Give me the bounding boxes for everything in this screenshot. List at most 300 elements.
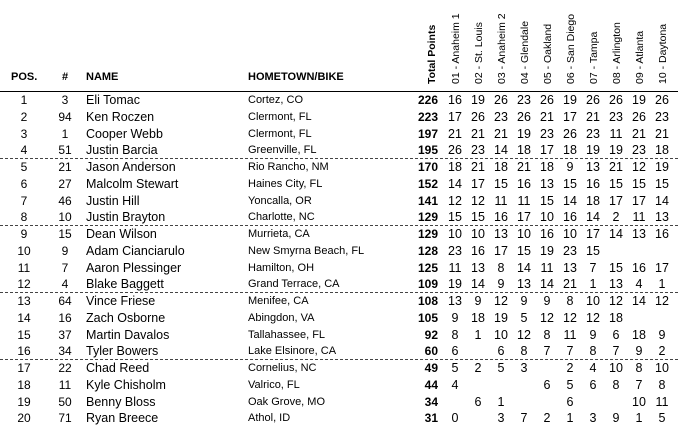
round-score: 11	[540, 260, 554, 275]
rider-name: Adam Cianciarulo	[86, 243, 185, 258]
round-score: 9	[566, 160, 574, 174]
rider-number: 10	[58, 210, 72, 225]
rider-number: 9	[61, 243, 69, 258]
rider-hometown: Charlotte, NC	[248, 211, 315, 224]
rider-number: 16	[58, 310, 72, 325]
round-score: 5	[451, 361, 459, 375]
round-score: 9	[589, 327, 597, 342]
round-score: 18	[632, 327, 646, 342]
round-score: 7	[520, 411, 528, 426]
round-score: 7	[543, 344, 551, 359]
rider-position: 16	[17, 344, 31, 359]
round-score: 0	[451, 411, 459, 426]
round-score: 11	[517, 193, 531, 208]
name-header: NAME	[86, 71, 119, 83]
round-score: 9	[451, 310, 459, 325]
round-score: 18	[655, 143, 669, 158]
total-points: 109	[417, 277, 438, 292]
round-score: 14	[494, 143, 508, 158]
rider-position: 3	[20, 126, 28, 141]
round-score: 11	[655, 394, 669, 409]
rider-number: 21	[58, 160, 72, 174]
rider-hometown: Oak Grove, MO	[248, 395, 326, 408]
round-score: 12	[609, 294, 623, 308]
round-score: 6	[497, 344, 505, 359]
round-score: 13	[540, 176, 554, 191]
round-score: 10	[655, 361, 669, 375]
round-score: 12	[517, 327, 531, 342]
round-score: 26	[655, 93, 669, 107]
round-score: 18	[586, 193, 600, 208]
round-score: 7	[589, 260, 597, 275]
pos-header: POS.	[11, 71, 38, 83]
round-score: 13	[563, 260, 577, 275]
round-score: 10	[494, 327, 508, 342]
round-score: 19	[471, 93, 485, 107]
rider-position: 19	[17, 394, 31, 409]
round-score: 11	[448, 260, 462, 275]
rider-name: Martin Davalos	[86, 327, 170, 342]
rider-hometown: Tallahassee, FL	[248, 328, 326, 341]
round-score: 19	[609, 143, 623, 158]
round-score: 16	[632, 260, 646, 275]
rider-name: Malcolm Stewart	[86, 176, 179, 191]
rider-position: 17	[17, 361, 31, 375]
rider-name: Justin Brayton	[86, 210, 166, 225]
round-score: 5	[497, 361, 505, 375]
table-row	[0, 159, 678, 176]
rider-hometown: Athol, ID	[248, 412, 291, 425]
round-score: 26	[448, 143, 462, 158]
rider-position: 10	[17, 243, 31, 258]
table-row	[0, 126, 678, 143]
table-row	[0, 193, 678, 210]
rider-name: Justin Hill	[86, 193, 140, 208]
round-header: 08 - Arlington	[611, 22, 623, 84]
rider-number: 51	[58, 143, 72, 158]
round-score: 18	[540, 160, 554, 174]
rider-number: 50	[58, 394, 72, 409]
round-score: 18	[448, 160, 462, 174]
round-score: 12	[448, 193, 462, 208]
table-row	[0, 327, 678, 344]
rider-name: Benny Bloss	[86, 394, 156, 409]
round-score: 1	[566, 411, 574, 426]
round-score: 13	[448, 294, 462, 308]
round-score: 17	[448, 109, 462, 124]
round-score: 17	[563, 109, 577, 124]
round-score: 6	[612, 327, 620, 342]
total-points: 170	[417, 160, 438, 174]
round-score: 13	[655, 210, 669, 225]
round-score: 11	[563, 327, 577, 342]
round-score: 19	[632, 93, 646, 107]
round-score: 8	[635, 361, 643, 375]
round-score: 11	[609, 126, 623, 141]
rider-position: 1	[20, 93, 28, 107]
round-score: 15	[609, 260, 623, 275]
round-score: 17	[586, 227, 600, 241]
round-score: 3	[589, 411, 597, 426]
round-score: 21	[586, 109, 600, 124]
round-header: 04 - Glendale	[519, 20, 531, 84]
rider-hometown: Valrico, FL	[248, 378, 300, 391]
round-score: 19	[540, 243, 554, 258]
table-row	[0, 176, 678, 193]
round-score: 26	[563, 126, 577, 141]
round-score: 12	[494, 294, 508, 308]
rider-name: Ken Roczen	[86, 109, 155, 124]
round-score: 26	[540, 93, 554, 107]
rider-number: 94	[58, 109, 72, 124]
total-points: 108	[417, 294, 438, 308]
round-score: 17	[494, 243, 508, 258]
round-score: 23	[517, 93, 531, 107]
rider-position: 9	[20, 227, 28, 241]
round-score: 13	[586, 160, 600, 174]
round-score: 10	[471, 227, 485, 241]
round-score: 7	[635, 377, 643, 392]
total-points: 226	[417, 93, 438, 107]
round-score: 21	[494, 126, 508, 141]
round-score: 26	[609, 93, 623, 107]
rider-name: Kyle Chisholm	[86, 377, 166, 392]
round-score: 5	[520, 310, 528, 325]
round-score: 10	[563, 227, 577, 241]
round-header: 07 - Tampa	[588, 31, 600, 84]
round-score: 2	[474, 361, 482, 375]
round-score: 23	[494, 109, 508, 124]
table-row	[0, 310, 678, 327]
round-score: 15	[540, 193, 554, 208]
round-score: 3	[520, 361, 528, 375]
round-score: 19	[517, 126, 531, 141]
round-score: 9	[543, 294, 551, 308]
round-score: 9	[658, 327, 666, 342]
round-score: 21	[471, 126, 485, 141]
round-score: 15	[471, 210, 485, 225]
round-header: 02 - St. Louis	[473, 22, 485, 84]
round-score: 13	[632, 227, 646, 241]
rider-position: 5	[20, 160, 28, 174]
round-score: 17	[609, 193, 623, 208]
total-points: 129	[417, 210, 438, 225]
round-score: 12	[586, 310, 600, 325]
round-score: 7	[566, 344, 574, 359]
round-score: 9	[612, 411, 620, 426]
rider-number: 34	[58, 344, 72, 359]
rider-hometown: Cortez, CO	[248, 94, 304, 106]
round-score: 21	[655, 126, 669, 141]
round-score: 23	[540, 126, 554, 141]
round-score: 1	[497, 394, 505, 409]
round-score: 13	[494, 227, 508, 241]
round-score: 9	[497, 277, 505, 292]
table-row	[0, 226, 678, 243]
round-score: 15	[517, 243, 531, 258]
round-score: 4	[451, 377, 459, 392]
rider-position: 4	[20, 143, 28, 158]
round-score: 10	[517, 227, 531, 241]
rider-name: Aaron Plessinger	[86, 260, 182, 275]
round-score: 21	[448, 126, 462, 141]
rider-position: 20	[17, 411, 31, 426]
table-row	[0, 260, 678, 277]
total-points: 44	[424, 377, 438, 392]
round-header: 03 - Anaheim 2	[496, 13, 508, 84]
rider-number: 71	[58, 411, 72, 426]
round-score: 15	[448, 210, 462, 225]
total-points: 152	[417, 176, 438, 191]
total-points: 49	[424, 361, 438, 375]
round-score: 8	[658, 377, 666, 392]
round-score: 1	[589, 277, 597, 292]
table-row	[0, 343, 678, 360]
total-points: 197	[417, 126, 438, 141]
round-score: 26	[494, 93, 508, 107]
hometown-header: HOMETOWN/BIKE	[248, 71, 344, 83]
round-score: 9	[635, 344, 643, 359]
table-row	[0, 394, 678, 411]
round-score: 14	[655, 193, 669, 208]
round-score: 8	[497, 260, 505, 275]
rider-name: Chad Reed	[86, 361, 150, 375]
total-points: 128	[417, 243, 438, 258]
round-score: 1	[474, 327, 482, 342]
round-score: 26	[517, 109, 531, 124]
round-score: 17	[471, 176, 485, 191]
round-score: 21	[540, 109, 554, 124]
round-score: 8	[451, 327, 459, 342]
rider-number: 37	[58, 327, 72, 342]
round-score: 16	[586, 176, 600, 191]
round-score: 14	[632, 294, 646, 308]
rider-number: 11	[58, 377, 72, 392]
round-score: 4	[635, 277, 643, 292]
round-score: 8	[520, 344, 528, 359]
round-score: 11	[632, 210, 646, 225]
total-points: 195	[417, 143, 438, 158]
round-score: 14	[448, 176, 462, 191]
round-score: 18	[517, 143, 531, 158]
rider-hometown: Grand Terrace, CA	[248, 278, 340, 291]
rider-hometown: Greenville, FL	[248, 144, 317, 157]
rider-position: 8	[20, 210, 28, 225]
rider-position: 6	[20, 176, 28, 191]
round-header: 01 - Anaheim 1	[450, 13, 462, 84]
round-score: 16	[471, 243, 485, 258]
rider-name: Dean Wilson	[86, 227, 157, 241]
round-score: 21	[632, 126, 646, 141]
table-row	[0, 410, 678, 427]
round-score: 15	[609, 176, 623, 191]
rider-hometown: Clermont, FL	[248, 110, 312, 123]
round-score: 1	[658, 277, 666, 292]
total-points: 223	[417, 109, 438, 124]
rider-hometown: Rio Rancho, NM	[248, 161, 329, 173]
rider-name: Justin Barcia	[86, 143, 158, 158]
round-score: 10	[632, 394, 646, 409]
round-score: 15	[494, 176, 508, 191]
round-score: 15	[632, 176, 646, 191]
table-row	[0, 377, 678, 394]
round-score: 18	[563, 143, 577, 158]
rider-number: 27	[58, 176, 72, 191]
round-score: 19	[563, 93, 577, 107]
table-row	[0, 276, 678, 293]
round-score: 16	[494, 210, 508, 225]
rider-number: 46	[58, 193, 72, 208]
round-score: 18	[494, 160, 508, 174]
round-score: 23	[655, 109, 669, 124]
round-score: 23	[586, 126, 600, 141]
round-score: 5	[566, 377, 574, 392]
round-score: 21	[517, 160, 531, 174]
rider-hometown: Hamilton, OH	[248, 261, 315, 274]
round-score: 6	[451, 344, 459, 359]
round-score: 13	[471, 260, 485, 275]
round-score: 6	[589, 377, 597, 392]
total-points: 60	[424, 344, 438, 359]
total-points: 129	[417, 227, 438, 241]
round-score: 8	[566, 294, 574, 308]
rider-position: 11	[17, 260, 31, 275]
round-header: 06 - San Diego	[565, 13, 577, 84]
round-score: 7	[612, 344, 620, 359]
table-row	[0, 243, 678, 260]
round-score: 16	[655, 227, 669, 241]
round-score: 14	[609, 227, 623, 241]
round-score: 10	[540, 210, 554, 225]
table-row	[0, 109, 678, 126]
round-header: 05 - Oakland	[542, 23, 554, 84]
round-score: 14	[517, 260, 531, 275]
rider-hometown: Yoncalla, OR	[248, 194, 312, 207]
round-score: 6	[566, 394, 574, 409]
round-score: 10	[448, 227, 462, 241]
rider-position: 15	[17, 327, 31, 342]
round-score: 18	[471, 310, 485, 325]
round-score: 4	[589, 361, 597, 375]
round-score: 17	[655, 260, 669, 275]
round-score: 17	[632, 193, 646, 208]
round-score: 23	[632, 143, 646, 158]
rider-name: Tyler Bowers	[86, 344, 159, 359]
round-score: 17	[540, 143, 554, 158]
rider-hometown: Murrieta, CA	[248, 228, 310, 240]
table-row	[0, 91, 678, 109]
round-score: 15	[586, 243, 600, 258]
total-points: 105	[417, 310, 438, 325]
round-score: 12	[563, 310, 577, 325]
round-score: 14	[586, 210, 600, 225]
round-score: 9	[474, 294, 482, 308]
round-score: 8	[589, 344, 597, 359]
round-score: 16	[517, 176, 531, 191]
total-points: 141	[417, 193, 438, 208]
round-score: 10	[586, 294, 600, 308]
round-score: 3	[497, 411, 505, 426]
table-row	[0, 293, 678, 310]
round-score: 19	[494, 310, 508, 325]
rider-name: Ryan Breece	[86, 411, 159, 426]
rider-name: Cooper Webb	[86, 126, 163, 141]
round-score: 19	[448, 277, 462, 292]
round-score: 23	[448, 243, 462, 258]
rider-number: 3	[61, 93, 69, 107]
round-score: 21	[609, 160, 623, 174]
rider-position: 2	[20, 109, 28, 124]
round-score: 9	[520, 294, 528, 308]
round-score: 18	[609, 310, 623, 325]
table-row	[0, 360, 678, 377]
rider-hometown: Haines City, FL	[248, 177, 323, 190]
round-score: 8	[612, 377, 620, 392]
total-points: 31	[424, 411, 438, 426]
round-score: 16	[540, 227, 554, 241]
round-score: 12	[471, 193, 485, 208]
rider-number: 15	[58, 227, 72, 241]
round-header: 10 - Daytona	[657, 23, 669, 84]
rider-hometown: Menifee, CA	[248, 295, 309, 307]
round-score: 12	[540, 310, 554, 325]
total-points-header: Total Points	[426, 24, 438, 84]
round-score: 26	[586, 93, 600, 107]
round-score: 11	[494, 193, 508, 208]
round-score: 26	[632, 109, 646, 124]
rider-number: 7	[61, 260, 69, 275]
round-score: 1	[635, 411, 643, 426]
round-score: 6	[474, 394, 482, 409]
rider-number: 1	[61, 126, 69, 141]
round-score: 16	[448, 93, 462, 107]
round-score: 8	[543, 327, 551, 342]
rider-number: 4	[61, 277, 69, 292]
rider-hometown: Lake Elsinore, CA	[248, 345, 337, 358]
round-score: 23	[609, 109, 623, 124]
round-score: 5	[658, 411, 666, 426]
rider-name: Blake Baggett	[86, 277, 164, 292]
rider-hometown: Abingdon, VA	[248, 311, 315, 324]
round-score: 14	[471, 277, 485, 292]
round-score: 17	[517, 210, 531, 225]
round-score: 14	[563, 193, 577, 208]
round-score: 23	[563, 243, 577, 258]
total-points: 34	[424, 394, 438, 409]
round-score: 21	[471, 160, 485, 174]
total-points: 125	[417, 260, 438, 275]
round-score: 2	[543, 411, 551, 426]
round-score: 2	[658, 344, 666, 359]
round-score: 15	[655, 176, 669, 191]
round-score: 14	[540, 277, 554, 292]
round-score: 10	[609, 361, 623, 375]
rider-name: Zach Osborne	[86, 310, 166, 325]
rider-position: 7	[20, 193, 28, 208]
round-score: 12	[632, 160, 646, 174]
number-header: #	[62, 71, 69, 83]
rider-position: 13	[17, 294, 31, 308]
table-row	[0, 142, 678, 159]
rider-position: 12	[17, 277, 31, 292]
rider-hometown: Cornelius, NC	[248, 362, 317, 374]
rider-hometown: Clermont, FL	[248, 127, 312, 140]
round-score: 15	[563, 176, 577, 191]
rider-hometown: New Smyrna Beach, FL	[248, 244, 365, 257]
rider-number: 64	[58, 294, 72, 308]
rider-name: Eli Tomac	[86, 93, 140, 107]
rider-name: Jason Anderson	[86, 160, 176, 174]
